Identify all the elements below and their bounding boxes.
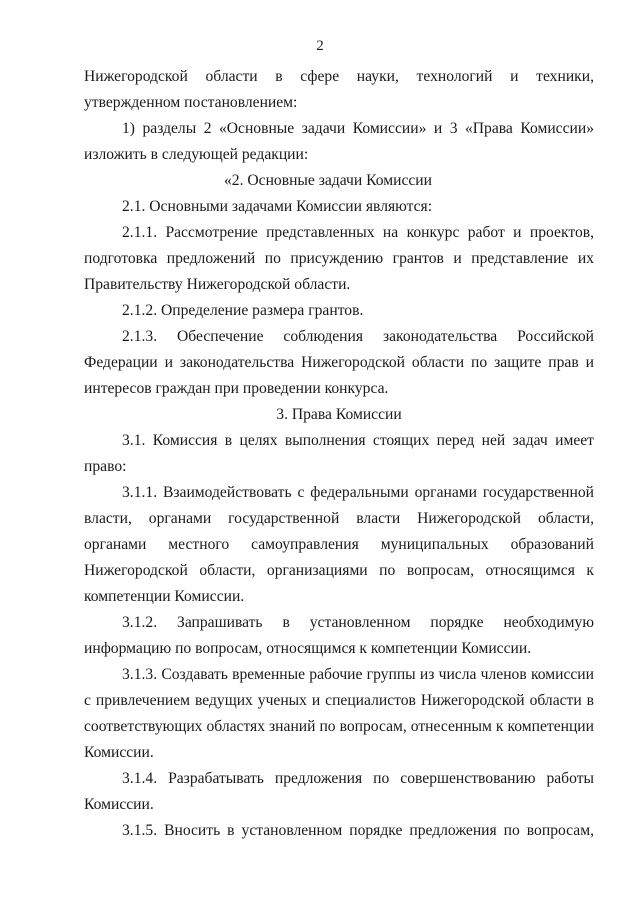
document-body xyxy=(84,64,594,844)
paragraph-3-1-2: 3.1.2. Запрашивать в установленном порядке необходимую информацию по вопросам, относящимся к компетенции Комиссии. xyxy=(84,614,594,657)
page-number: 2 xyxy=(316,38,324,54)
paragraph-3-1-3: 3.1.3. Создавать временные рабочие группы из числа членов комиссии с привлечением ведущих ученых и специалистов Нижегородской области в соответствующих областях знаний по вопросам, отнесенным к компетенции Комиссии. xyxy=(84,666,594,761)
section-heading-2: «2. Основные задачи Комиссии xyxy=(224,172,432,189)
paragraph-amendment: 1) разделы 2 «Основные задачи Комиссии» и 3 «Права Комиссии» изложить в следующей редакции: xyxy=(84,120,594,163)
paragraph-2-1-3: 2.1.3. Обеспечение соблюдения законодательства Российской Федерации и законодательства Нижегородской области по защите прав и интересов граждан при проведении конкурса. xyxy=(84,328,594,397)
section-heading-3: 3. Права Комиссии xyxy=(276,406,402,423)
paragraph-2-1-1: 2.1.1. Рассмотрение представленных на конкурс работ и проектов, подготовка предложений по присуждению грантов и представление их Правительству Нижегородской области. xyxy=(84,224,594,293)
paragraph-2-1: 2.1. Основными задачами Комиссии являются: xyxy=(122,198,433,215)
paragraph-3-1: 3.1. Комиссия в целях выполнения стоящих перед ней задач имеет право: xyxy=(84,432,594,475)
paragraph-3-1-5: 3.1.5. Вносить в установленном порядке предложения по вопросам, xyxy=(122,822,594,839)
paragraph-2-1-2: 2.1.2. Определение размера грантов. xyxy=(122,302,364,319)
paragraph-3-1-1: 3.1.1. Взаимодействовать с федеральными органами государственной власти, органами государственной власти Нижегородской области, органами местного самоуправления муниципальных образований Нижегородской области, организациями по вопросам, относящимся к компетенции Комиссии. xyxy=(84,484,594,605)
paragraph-3-1-4: 3.1.4. Разрабатывать предложения по совершенствованию работы Комиссии. xyxy=(84,770,594,813)
paragraph-intro: Нижегородской области в сфере науки, технологий и техники, утвержденном постановлением: xyxy=(84,68,594,111)
